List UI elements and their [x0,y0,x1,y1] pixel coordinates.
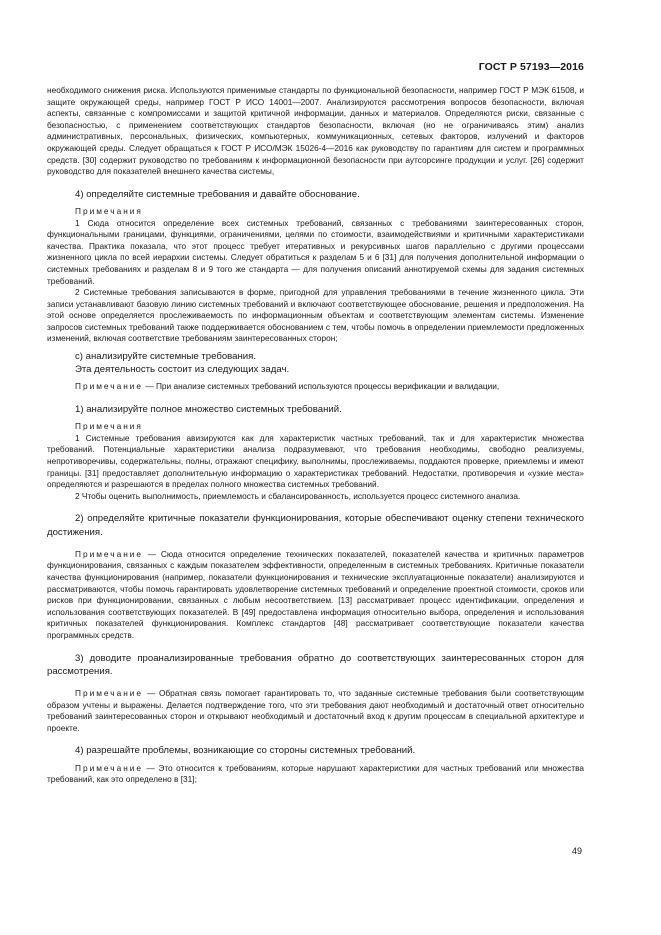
item-3-heading: 3) доводите проанализированные требования обратно до соответствующих заинтересованных сторон для рассмотрения. [47,652,584,677]
item-2-heading: 2) определяйте критичные показатели функционирования, которые обеспечивают оценку степени технического достижения. [47,513,584,538]
page-content [47,85,584,786]
note-paragraph [47,549,584,642]
notes-title: Примечания [75,205,143,216]
item-c-heading: c) анализируйте системные требования. [75,351,257,363]
note-text: — Это относится к требованиям, которые нарушают характеристики для частных требований или множества требований, как это определено в [31]; [47,762,584,785]
item-4b-heading: 4) разрешайте проблемы, возникающие со стороны системных требований. [75,745,416,757]
note-label: Примечание [75,548,144,559]
item-c-subtext: Эта деятельность состоит из следующих задач. [75,364,290,376]
item-1-heading: 1) анализируйте полное множество системных требований. [75,404,342,416]
notes-title: Примечания [75,421,143,432]
note-paragraph [47,381,584,393]
note-label: Примечание [75,688,144,698]
note-paragraph: 1 Сюда относится определение всех системных требований, связанных с требованиями заинтересованных сторон, функциональными границами, функциями, ограничениями, целями по стоимости, взаимодействиями и критичными характеристиками качества. Практика показала, что этот процесс требует итеративных и рекурсивных шагов параллельно с другими процессами жизненного цикла по всей иерархии системы. Следует обратиться к разделам 5 и 6 [31] для получения дополнительной информации о системных требованиях и разделам 8 и 9 того же стандарта — для получения описаний аннотируемой схемы для задания системных требований. [47,217,584,286]
note-paragraph: 1 Системные требования авизируются как для характеристик частных требований, так и для характеристик множества требований. Потенциальные характеристики анализа подразумевают, что требования необходимы, свободно реализуемы, непротиворечивы, содержательны, полны, отражают специфику, выполнимы, прослеживаемы, поддаются проверке, приемлемы и имеют границы. [31] предоставляет дополнительную информацию о характеристиках требований. Недостатки, противоречия и «узкие места» определяются и разрешаются в пределах полного множества системных требований. [47,432,584,490]
note-text: — При анализе системных требований используются процессы верификации и валидации, [143,381,500,392]
note-paragraph: 2 Чтобы оценить выполнимость, приемлемость и сбалансированность, используется процесс системного анализа. [75,490,521,501]
note-paragraph [47,763,584,786]
note-label: Примечание [75,381,144,392]
note-text: — Сюда относится определение технических показателей, показателей качества и критичных параметров функционирования, связанных с каждым показателем эффективности, определенным в системных требованиях. Критичные показатели качества функционирования (например, показатели функционирования и технические эксплуатационные показатели) анализируются и рассматриваются, чтобы помочь гарантировать удовлетворение системных требований и определение проектной стоимости, сроков или рисков при функционировании, связанных с любым несоответствием. [13] рассматривает процесс идентификации, определения и использования соответствующих показателей. В [49] предоставлена информация относительно выбора, определения и использования критичных показателей функционирования. Комплекс стандартов [48] рассматривает соответствующие показатели качества программных средств. [47,548,584,640]
note-paragraph: 2 Системные требования записываются в форме, пригодной для управления требованиями в течение жизненного цикла. Эти записи устанавливают базовую линию системных требований и включают соответствующее обоснование, решения и предположения. На этой основе определяется прослеживаемость по информационным объектам и соответствующим элементам системы. Изменение запросов системных требований также поддерживается обоснованием с тем, чтобы помочь в определении приемлемости предложенных изменений, включая соответствие требованиям заинтересованных сторон; [47,287,584,344]
intro-paragraph: необходимого снижения риска. Используются применимые стандарты по функциональной безопасности, например ГОСТ Р МЭК 61508, и защите окружающей среды, например ГОСТ Р ИСО 14001—2007. Анализируются рассмотрения вопросов безопасности, включая аспекты, связанные с компромиссами и защитой критичной информации, данных и материалов. Определяются риски, связанные с безопасностью, с применением соответствующих стандартов безопасности, включая (но не ограничиваясь этим) анализ административных, персональных, физических, компьютерных, коммуникационных, сетевых факторов, излучений и факторов окружающей среды. Следует обращаться к ГОСТ Р ИСО/МЭК 15026-4—2016 как руководству по гарантиям для систем и программных средств. [30] содержит руководство по требованиям к информационной безопасности при аутсорсинге продукции и услуг. [26] содержит руководство для показателей внешнего качества системы, [47,85,584,177]
note-label: Примечание [75,762,144,773]
item-4-heading: 4) определяйте системные требования и давайте обоснование. [75,188,360,200]
note-paragraph [47,688,584,734]
page-number: 49 [571,846,582,856]
note-text: — Обратная связь помогает гарантировать то, что заданные системные требования были соответствующим образом учтены и выражены. Делается подтверждение того, что эти требования дают необходимый и достаточный ответ относительно требований заинтересованных сторон и открывают необходимый и достаточный вход к другим процессам в специальной архитектуре и проекте. [47,688,584,733]
document-id: ГОСТ Р 57193—2016 [478,61,584,73]
